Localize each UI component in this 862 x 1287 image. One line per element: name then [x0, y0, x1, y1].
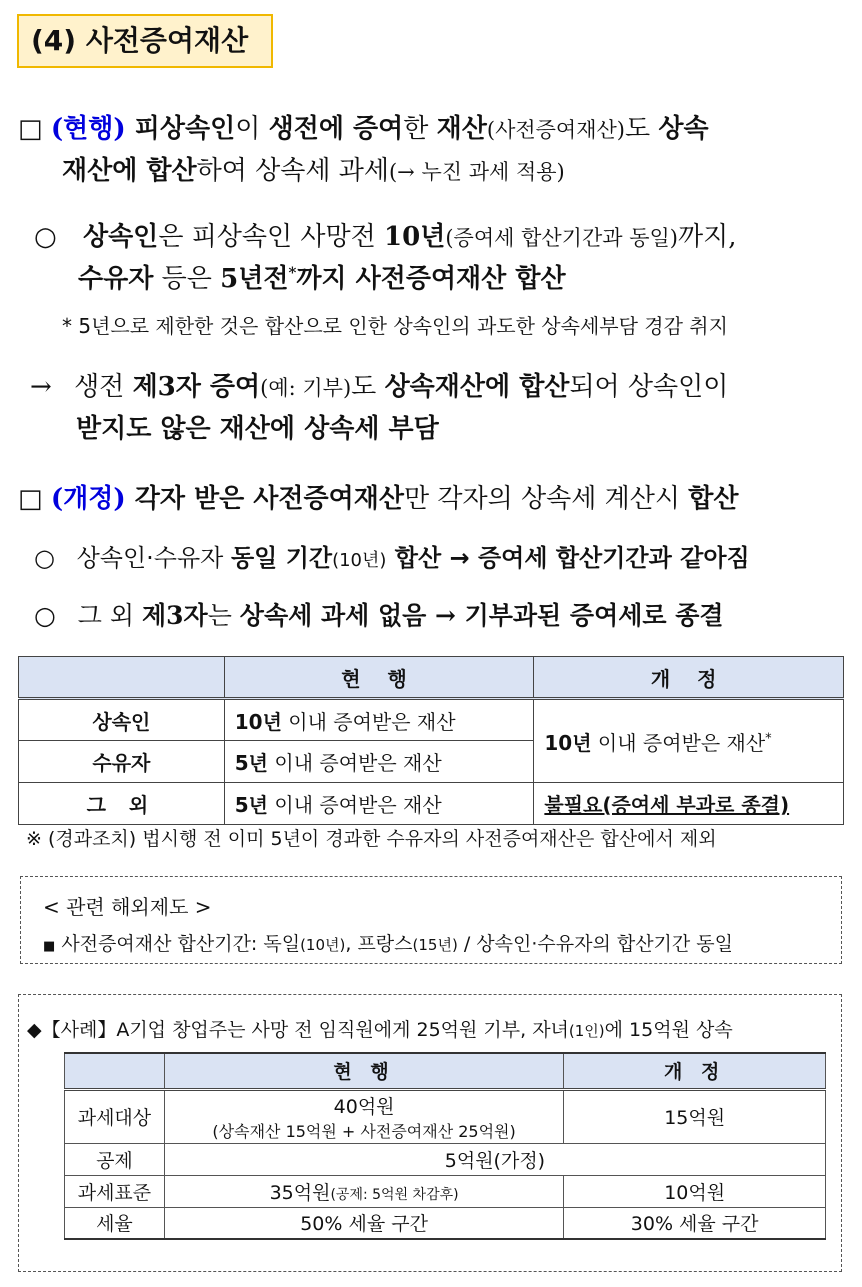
case-header-empty [65, 1053, 165, 1089]
case-text-b: 에 15억원 상속 [604, 1019, 733, 1041]
ten-years: 10년 [384, 222, 446, 252]
row-current-legatee: 5년 이내 증여받은 재산 [224, 741, 534, 783]
case-header-revised: 개 정 [564, 1053, 826, 1089]
arrow-line-1-paren: (예: 기부) [260, 376, 352, 400]
legatee-label: 수유자 [78, 264, 154, 294]
current-line-1-segment: 한 [403, 114, 437, 144]
foreign-paren-1: (10년) [300, 936, 346, 954]
foreign-systems-box [20, 876, 842, 964]
foreign-box-title: < 관련 해외제도 > [43, 895, 212, 919]
checkbox-square-icon: □ [18, 484, 43, 514]
case-row-label: 과세대상 [65, 1089, 165, 1143]
table-row [65, 1089, 826, 1143]
sub-line-1-paren: (증여세 합산기간과 동일) [445, 226, 678, 250]
arrow-line-1-bold: 상속재산에 합산 [384, 372, 570, 402]
revised-bullet-1 [34, 538, 750, 573]
current-tag: (현행) [50, 114, 126, 144]
row-current-other: 5년 이내 증여받은 재산 [224, 783, 534, 825]
case-row-revised: 30% 세율 구간 [564, 1207, 826, 1239]
sub-line-1-end: 까지, [677, 222, 737, 252]
arrow-line-1-a: 생전 [74, 372, 133, 402]
arrow-line-1-c: 도 [351, 372, 385, 402]
current-line-1-text [126, 114, 709, 144]
table-row [65, 1143, 826, 1175]
table-header-current: 현 행 [224, 657, 534, 699]
row-current-heir: 10년 이내 증여받은 재산 [224, 699, 534, 741]
revised-line-1 [18, 478, 738, 515]
table-row [65, 1175, 826, 1207]
current-line-1-segment: (사전증여재산) [486, 118, 625, 142]
arrow-line-2: 받지도 않은 재산에 상속세 부담 [76, 414, 439, 444]
case-row-revised: 10억원 [564, 1175, 826, 1207]
circle-bullet-icon: ○ [34, 544, 55, 572]
table-row [65, 1207, 826, 1239]
foreign-box-line [43, 929, 733, 956]
case-header-current: 현 행 [164, 1053, 563, 1089]
revised-bullet-2-a: 그 외 [77, 601, 142, 630]
circle-bullet-icon: ○ [34, 222, 57, 252]
table-row [19, 783, 844, 825]
arrow-line-1 [30, 366, 728, 403]
case-row-current: 40억원 (상속재산 15억원 + 사전증여재산 25억원) [164, 1089, 563, 1143]
square-bullet-icon: ■ [43, 939, 56, 954]
sub-bullet-1-line-2 [78, 258, 566, 295]
current-line-2-rest: 하여 상속세 과세 [196, 156, 389, 186]
row-label-other: 그 외 [19, 783, 225, 825]
arrow-line-1-e: 되어 상속인이 [569, 372, 729, 402]
revised-bullet-2-c: 는 [207, 601, 240, 630]
case-row-current: 35억원(공제: 5억원 차감후) [164, 1175, 563, 1207]
revised-line-1-mid: 만 각자의 상속세 계산시 [404, 484, 689, 514]
case-paren: (1인) [568, 1022, 605, 1040]
row-revised-merged: 10년 이내 증여받은 재산* [534, 699, 844, 783]
sub-line-1-mid: 은 피상속인 사망전 [158, 222, 385, 252]
revised-tag: (개정) [50, 484, 126, 514]
section-title: (4) 사전증여재산 [17, 14, 273, 68]
current-line-1-segment: 생전에 증여 [268, 114, 404, 144]
foreign-text-b: , 프랑스 [345, 933, 413, 955]
table-header-revised: 개 정 [534, 657, 844, 699]
current-line-1-segment: 재산 [436, 114, 487, 144]
case-row-merged: 5억원(가정) [164, 1143, 825, 1175]
table-row [19, 699, 844, 741]
footnote-star: * [288, 263, 297, 282]
sub-bullet-1 [34, 216, 736, 253]
footnote: * 5년으로 제한한 것은 합산으로 인한 상속인의 과도한 상속세부담 경감 취지 [62, 314, 728, 338]
transition-note: ※ (경과조치) 법시행 전 이미 5년이 경과한 수유자의 사전증여재산은 합산에서 제외 [26, 828, 717, 850]
sub-line-2-bold-end: 까지 사전증여재산 합산 [296, 264, 566, 294]
row-revised-other: 불필요(증여세 부과로 종결) [534, 783, 844, 825]
sub-line-2-mid: 등은 [153, 264, 221, 294]
foreign-text-a: 사전증여재산 합산기간: 독일 [61, 933, 301, 955]
table-header-empty [19, 657, 225, 699]
checkbox-square-icon: □ [18, 114, 43, 144]
current-line-1-segment: 도 [624, 114, 659, 144]
case-row-current: 50% 세율 구간 [164, 1207, 563, 1239]
revised-bullet-2-b: 제3자 [141, 601, 208, 630]
revised-line-1-bold: 각자 받은 사전증여재산 [125, 484, 405, 514]
current-line-1-segment: 이 [235, 114, 269, 144]
case-title [27, 1015, 733, 1042]
foreign-text-c: / 상속인·수유자의 합산기간 동일 [457, 933, 733, 955]
row-label-heir: 상속인 [19, 699, 225, 741]
current-line-1 [18, 108, 709, 145]
diamond-bullet-icon: ◆ [27, 1019, 42, 1041]
case-row-label: 세율 [65, 1207, 165, 1239]
case-row-label: 공제 [65, 1143, 165, 1175]
revised-bullet-2 [34, 596, 724, 632]
current-line-2-paren: (→ 누진 과세 적용) [388, 160, 565, 184]
five-years: 5년전 [220, 264, 289, 294]
revised-line-1-bold-2: 합산 [688, 484, 739, 514]
comparison-table [18, 656, 844, 825]
circle-bullet-icon: ○ [34, 601, 56, 630]
current-line-2-bold: 재산에 합산 [62, 156, 197, 186]
case-table [64, 1052, 826, 1240]
case-text-a: 【사례】A기업 창업주는 사망 전 임직원에게 25억원 기부, 자녀 [41, 1019, 569, 1041]
current-line-2 [62, 150, 565, 187]
arrow-right-icon: → [30, 372, 52, 402]
third-party-gift: 제3자 증여 [132, 372, 261, 402]
heir-label: 상속인 [82, 222, 159, 252]
case-row-revised: 15억원 [564, 1089, 826, 1143]
row-label-legatee: 수유자 [19, 741, 225, 783]
revised-bullet-1-a: 상속인·수유자 [76, 544, 231, 572]
revised-bullet-2-d: 상속세 과세 없음 → 기부과된 증여세로 종결 [239, 601, 724, 630]
revised-bullet-1-c: 합산 → 증여세 합산기간과 같아짐 [386, 544, 750, 572]
revised-bullet-1-paren: (10년) [332, 550, 387, 571]
current-line-1-segment: 피상속인 [125, 114, 236, 144]
foreign-paren-2: (15년) [412, 936, 458, 954]
revised-bullet-1-b: 동일 기간 [230, 544, 333, 572]
case-row-label: 과세표준 [65, 1175, 165, 1207]
current-line-1-segment: 상속 [658, 114, 709, 144]
